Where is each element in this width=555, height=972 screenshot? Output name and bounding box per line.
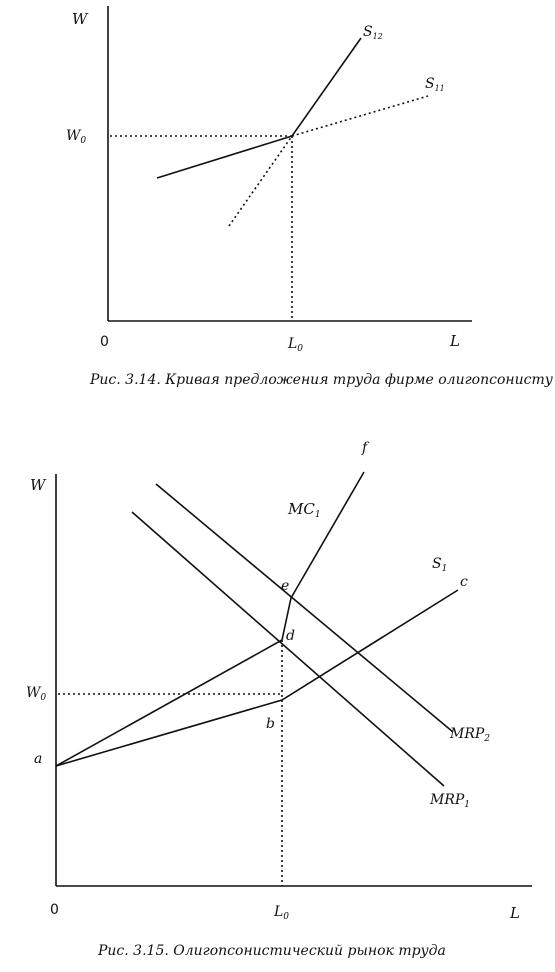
fig2-s1-sub: 1: [441, 564, 448, 574]
fig1-s11-solid: [157, 136, 292, 178]
fig2-mrp2-main: MRP: [450, 726, 485, 742]
fig2-point-c: c: [460, 574, 468, 590]
fig1-s11-main: S: [425, 76, 435, 92]
figure-3-14: [66, 6, 554, 388]
fig2-origin-label: 0: [50, 902, 59, 918]
fig2-point-e: e: [281, 578, 290, 594]
fig1-s11-sub: 11: [434, 84, 445, 93]
fig2-x-axis-label: L: [510, 904, 520, 922]
fig2-mrp1-main: MRP: [430, 792, 465, 808]
fig2-s1-curve: [56, 590, 458, 766]
fig2-mrp1-sub: 1: [464, 800, 471, 810]
figure-3-15: [26, 440, 532, 959]
fig2-s1-main: S: [432, 556, 442, 572]
fig2-mrp1-curve: [132, 512, 444, 786]
fig1-l0-label: [287, 336, 303, 354]
fig2-point-a: a: [34, 751, 43, 767]
fig1-s12-label: [363, 24, 383, 41]
fig2-mrp2-label: [449, 726, 490, 744]
fig1-w0-main: W: [66, 128, 81, 144]
fig1-w0-label: [66, 128, 86, 146]
fig1-s12-main: S: [363, 24, 373, 40]
fig1-caption: Рис. 3.14. Кривая предложения труда фирме олигопсонисту: [90, 372, 553, 388]
fig1-s11-dotted: [292, 96, 428, 136]
fig1-s12-dotted: [229, 136, 292, 226]
fig2-w0-label: [26, 685, 46, 703]
fig2-mrp2-sub: 2: [484, 734, 491, 744]
fig2-point-b: b: [266, 716, 275, 732]
fig2-l0-main: L: [274, 904, 284, 920]
fig2-mc-label: [287, 500, 321, 520]
fig2-point-d: d: [286, 628, 295, 644]
fig2-w0-main: W: [26, 685, 41, 701]
fig1-origin-label: 0: [100, 334, 109, 350]
fig1-s12-sub: 12: [372, 32, 383, 41]
fig1-x-axis-label: L: [450, 332, 460, 350]
fig2-mc-sub: 1: [314, 510, 321, 520]
fig2-mc-main: MC: [288, 500, 315, 518]
fig2-point-f: f: [362, 440, 368, 456]
fig2-mrp1-label: [429, 792, 470, 810]
fig1-s11-label: [425, 76, 445, 93]
fig1-l0-main: L: [288, 336, 298, 352]
fig2-s1-label: [432, 556, 447, 574]
fig1-w0-sub: 0: [80, 136, 87, 146]
fig2-l0-label: [273, 904, 289, 922]
fig2-w0-sub: 0: [40, 693, 47, 703]
fig1-y-axis-label: W: [72, 10, 88, 28]
fig2-caption: Рис. 3.15. Олигопсонистический рынок труда: [98, 943, 446, 959]
fig1-s12-solid: [292, 38, 361, 136]
fig2-mrp2-curve: [156, 484, 453, 732]
fig1-l0-sub: 0: [297, 344, 304, 354]
fig2-y-axis-label: W: [30, 476, 46, 494]
fig2-l0-sub: 0: [283, 912, 290, 922]
